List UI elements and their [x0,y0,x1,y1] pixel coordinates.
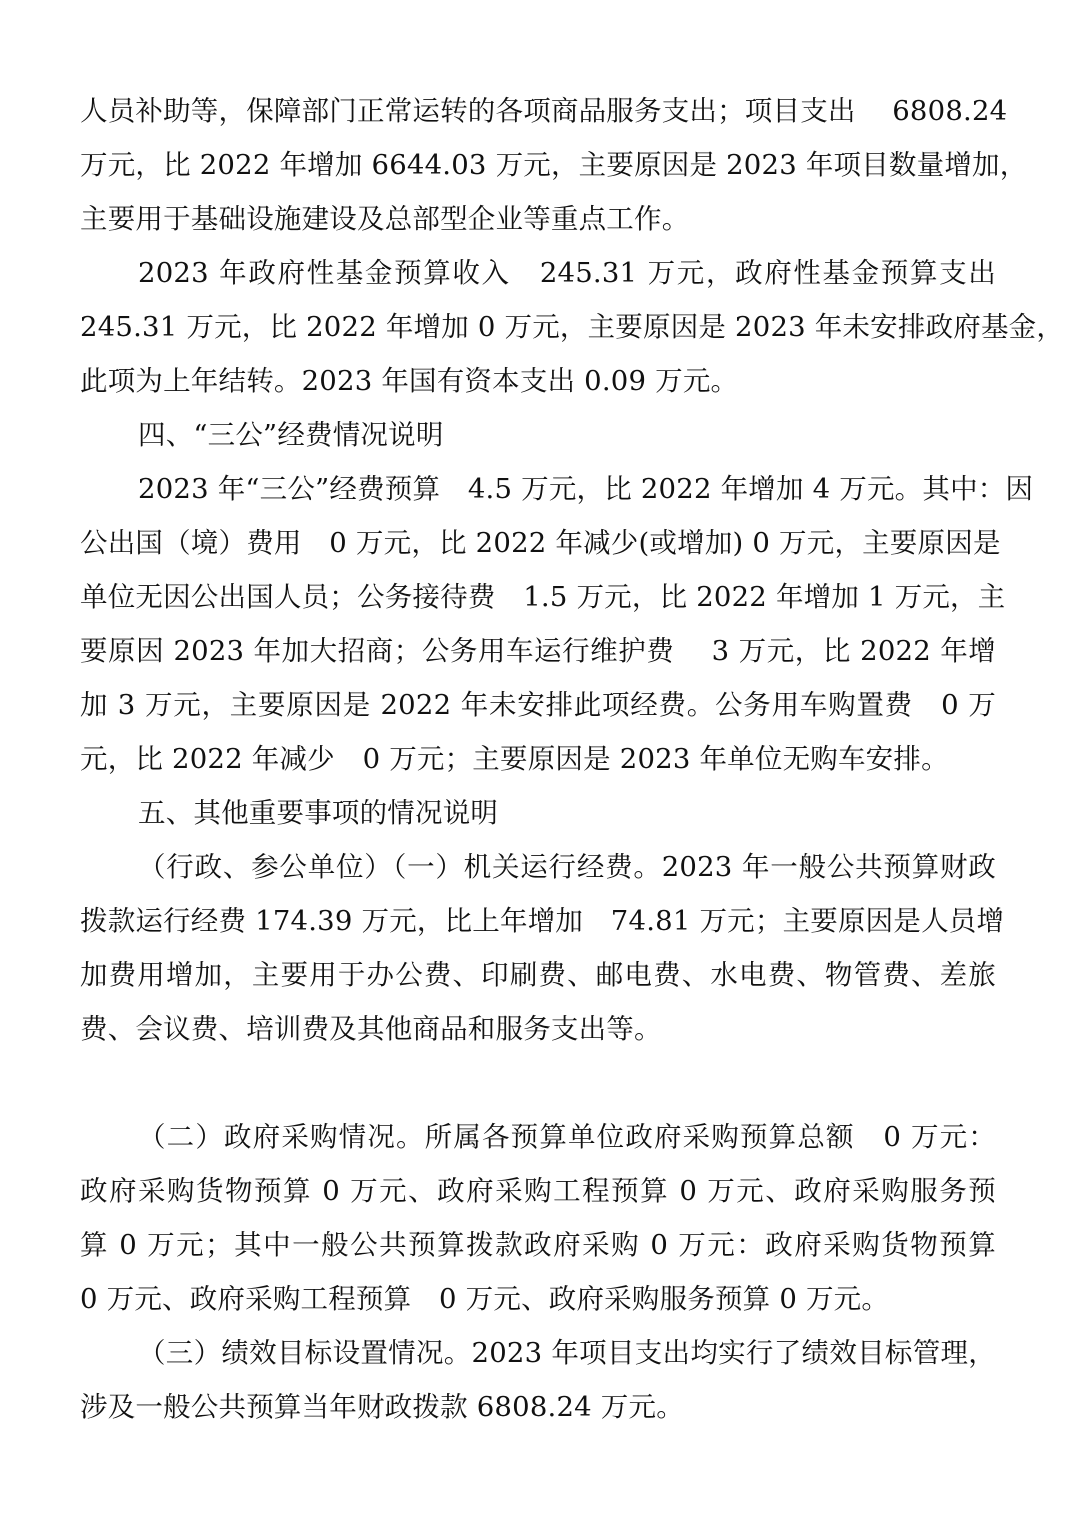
text-line: 0 万元、政府采购工程预算 0 万元、政府采购服务预算 0 万元。 [80,1283,890,1315]
section-heading: 五、其他重要事项的情况说明 [138,797,499,829]
text-line: 费、会议费、培训费及其他商品和服务支出等。 [80,1013,662,1045]
text-line: 加费用增加，主要用于办公费、印刷费、邮电费、水电费、物管费、差旅 [80,959,996,991]
text-line: 要原因 2023 年加大招商；公务用车运行维护费 3 万元，比 2022 年增 [80,635,996,667]
text-line: 算 0 万元；其中一般公共预算拨款政府采购 0 万元：政府采购货物预算 [80,1229,996,1261]
text-line: 政府采购货物预算 0 万元、政府采购工程预算 0 万元、政府采购服务预 [80,1175,996,1207]
text-line: 元，比 2022 年减少 0 万元；主要原因是 2023 年单位无购车安排。 [80,743,949,775]
text-line: 涉及一般公共预算当年财政拨款 6808.24 万元。 [80,1391,684,1423]
text-line: 单位无因公出国人员；公务接待费 1.5 万元，比 2022 年增加 1 万元，主 [80,581,1006,613]
paragraph-first-line: （行政、参公单位）（一）机关运行经费。2023 年一般公共预算财政 [138,851,996,883]
text-line: 万元，比 2022 年增加 6644.03 万元，主要原因是 2023 年项目数量增加， [80,149,1028,181]
text-line: 加 3 万元，主要原因是 2022 年未安排此项经费。公务用车购置费 0 万 [80,689,996,721]
text-line: 公出国（境）费用 0 万元，比 2022 年减少(或增加) 0 万元，主要原因是 [80,527,1001,559]
paragraph-first-line: 2023 年“三公”经费预算 4.5 万元，比 2022 年增加 4 万元。其中：因 [138,473,1034,505]
text-line: 拨款运行经费 174.39 万元，比上年增加 74.81 万元；主要原因是人员增 [80,905,1005,937]
section-heading: 四、“三公”经费情况说明 [138,419,444,451]
paragraph-first-line: （二）政府采购情况。所属各预算单位政府采购预算总额 0 万元： [138,1121,996,1153]
text-line: 245.31 万元，比 2022 年增加 0 万元，主要原因是 2023 年未安排政府基金， [80,311,1065,343]
paragraph-first-line: 2023 年政府性基金预算收入 245.31 万元，政府性基金预算支出 [138,257,996,289]
paragraph-first-line: （三）绩效目标设置情况。2023 年项目支出均实行了绩效目标管理， [138,1337,996,1369]
text-line: 此项为上年结转。2023 年国有资本支出 0.09 万元。 [80,365,739,397]
text-line: 人员补助等，保障部门正常运转的各项商品服务支出；项目支出 6808.24 [80,95,1008,127]
text-line: 主要用于基础设施建设及总部型企业等重点工作。 [80,203,690,235]
